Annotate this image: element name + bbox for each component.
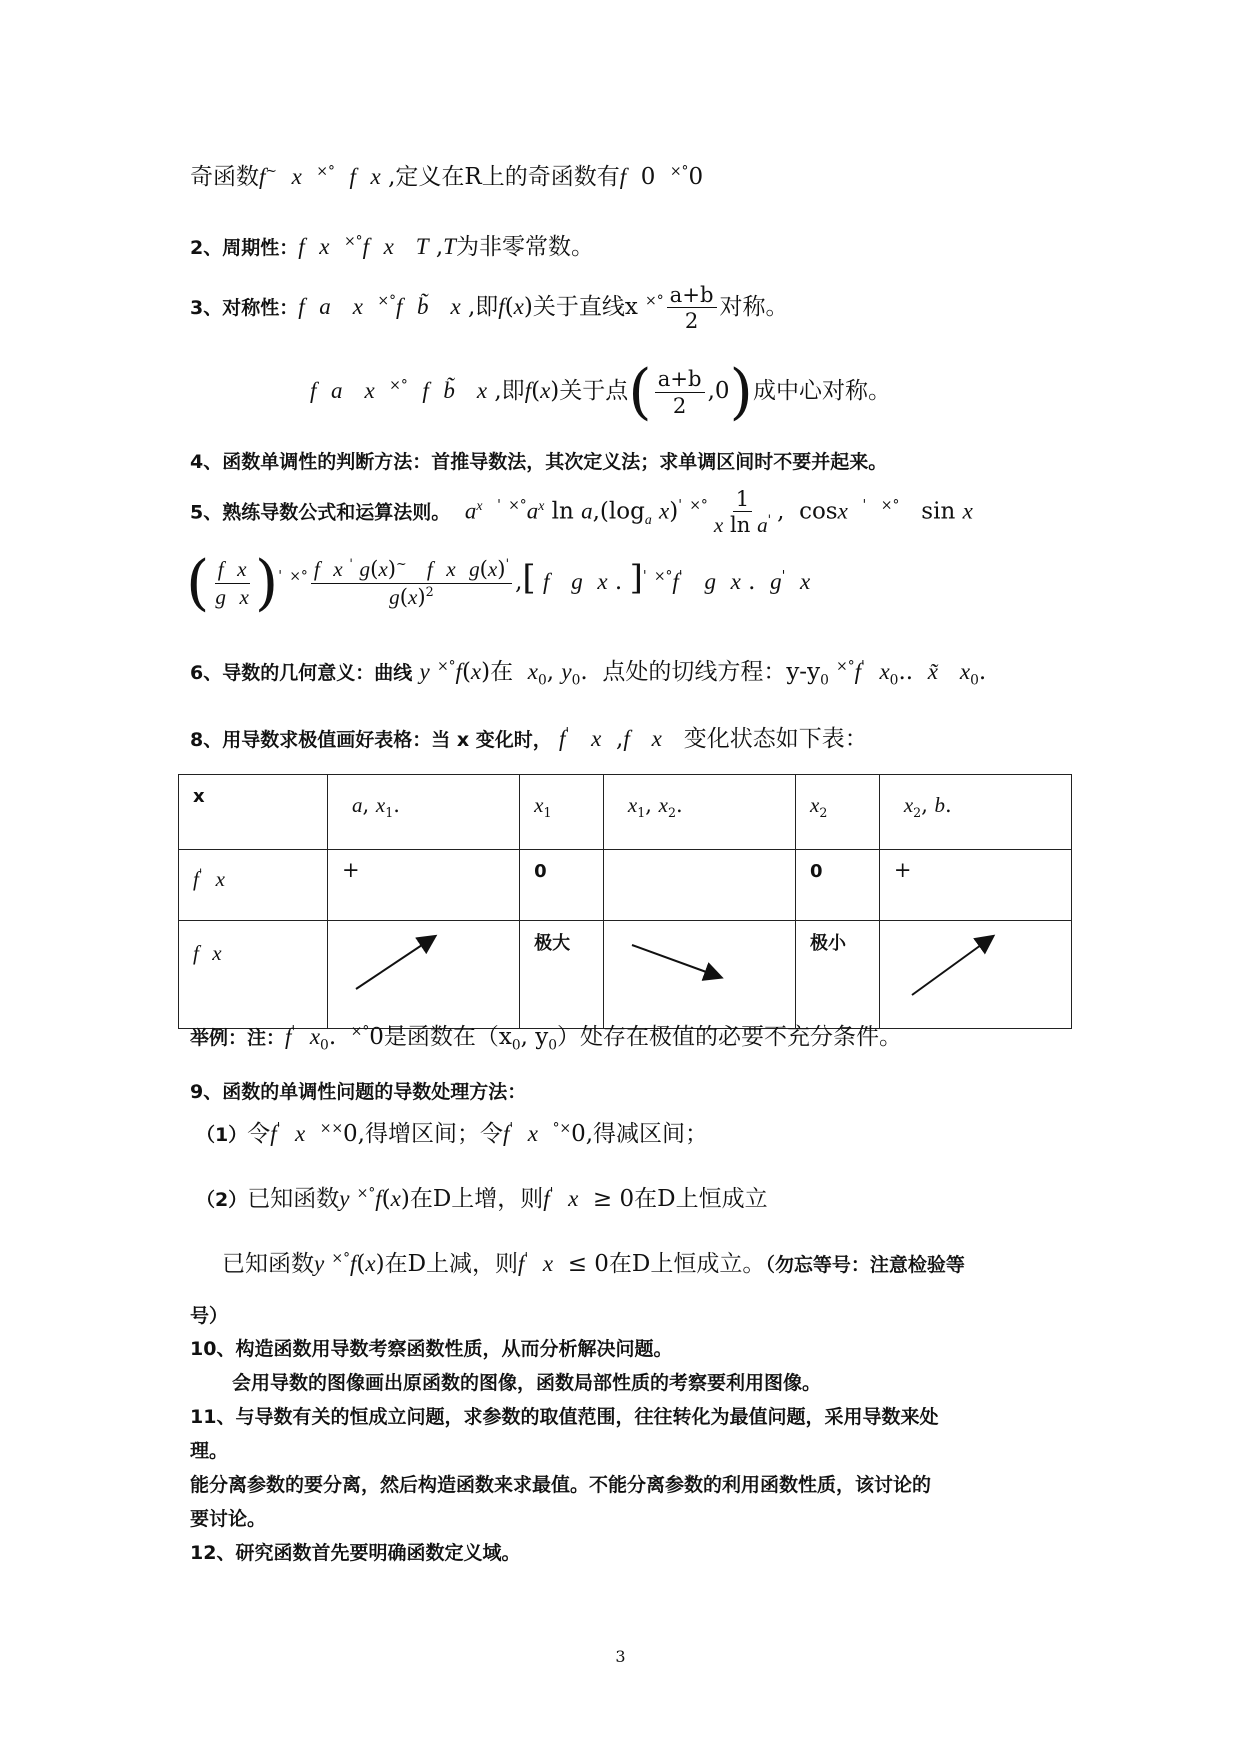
section-10-text: 会用导数的图像画出原函数的图像，函数局部性质的考察要利用图像。 <box>232 1372 822 1394</box>
section-10-title: 10、构造函数用导数考察函数性质，从而分析解决问题。 <box>190 1338 673 1360</box>
table-row: f x 极大 极小 <box>179 921 1072 1029</box>
section-9-item-2: （2）已知函数y ×°f(x)在D上增，则f' x ≥ 0在D上恒成立 <box>196 1185 768 1212</box>
section-9-title: 9、函数的单调性问题的导数处理方法： <box>190 1081 527 1103</box>
decreasing-arrow-icon <box>618 929 738 999</box>
section-11-cont: 理。 <box>190 1440 229 1462</box>
variation-table <box>178 774 1072 1029</box>
section-11-title: 11、与导数有关的恒成立问题，求参数的取值范围，往往转化为最值问题，采用导数来处 <box>190 1406 939 1428</box>
symmetry-line: 3、对称性：f a x ×°f b̃ x ,即f(x)关于直线x ×° $\frac{a+b}{2}$ 对称。 <box>190 282 789 334</box>
section-9-item-3-cont: 号） <box>190 1305 229 1327</box>
central-symmetry-line: f a x ×° f b̃ x ,即f(x)关于点( $\frac{a+b}{2}$ ,0)成中心对称。 <box>310 357 891 427</box>
periodicity-line: 2、周期性：f x ×°f x T ,T为非零常数。 <box>190 233 594 260</box>
derivative-formulas-line: 5、熟练导数公式和运算法则。 $a^x$ ' $^{\times^\circ}a^x$ $\ln a,(\log_a$ x)' ×° $\frac{1}{x \ln a'}$ , cosx ' ×° sin x <box>190 486 973 538</box>
quotient-rule-line: ( $\frac{\text{f x}}{\text{g x}}$ )' ×° $\frac{f x ' g(x)^\sim f x g(x)'}{g(x)^2}$ ,[ f g x . ]' ×°f' g x . g' x <box>186 548 811 618</box>
section-9-item-1: （1）令f' x ××0,得增区间；令f' x °×0,得减区间； <box>196 1120 709 1147</box>
fraction-one-over-xlna: $\frac{1}{x \ln a'}$ <box>713 486 772 538</box>
geometric-meaning-line: 6、导数的几何意义：曲线 y ×°f(x)在 $x_0$, $y_0$. 点处的切线方程：$y-y_0$ ×°f' $x_0$.. x̃ $x_0$. <box>190 658 987 689</box>
table-row: x a, $x_1$. $x_1$ $x_1$, $x_2$. $x_2$ $x_2$, b. <box>179 775 1072 850</box>
fraction-a-plus-b-over-2: $\frac{a+b}{2}$ <box>667 282 717 334</box>
section-9-item-3: 已知函数y ×°f(x)在D上减，则f' x ≤ 0在D上恒成立。（勿忘等号：注意检验等 <box>222 1250 965 1277</box>
example-note-line: 举例：注：f' $x_0$. ×°0是函数在（$x_0$, $y_0$）处存在极值的必要不充分条件。 <box>190 1023 903 1054</box>
section-11-text: 能分离参数的要分离，然后构造函数来求最值。不能分离参数的利用函数性质，该讨论的 <box>190 1474 932 1496</box>
extremum-table-intro: 8、用导数求极值画好表格：当 x 变化时， f' x ,f x 变化状态如下表： <box>190 725 868 752</box>
fraction-center-point: $\frac{a+b}{2}$ <box>655 366 705 418</box>
odd-function-line: 奇函数f~ x ×° f x ,定义在R上的奇函数有f 0 ×°0 <box>190 163 704 190</box>
page-number: 3 <box>615 1647 626 1666</box>
section-11-text-cont: 要讨论。 <box>190 1508 267 1530</box>
increasing-arrow-icon <box>894 929 1014 999</box>
increasing-arrow-icon <box>342 929 462 999</box>
monotonicity-method-line: 4、函数单调性的判断方法：首推导数法，其次定义法；求单调区间时不要并起来。 <box>190 451 888 473</box>
table-row: f' x + 0 0 + <box>179 850 1072 921</box>
section-12-title: 12、研究函数首先要明确函数定义域。 <box>190 1542 521 1564</box>
